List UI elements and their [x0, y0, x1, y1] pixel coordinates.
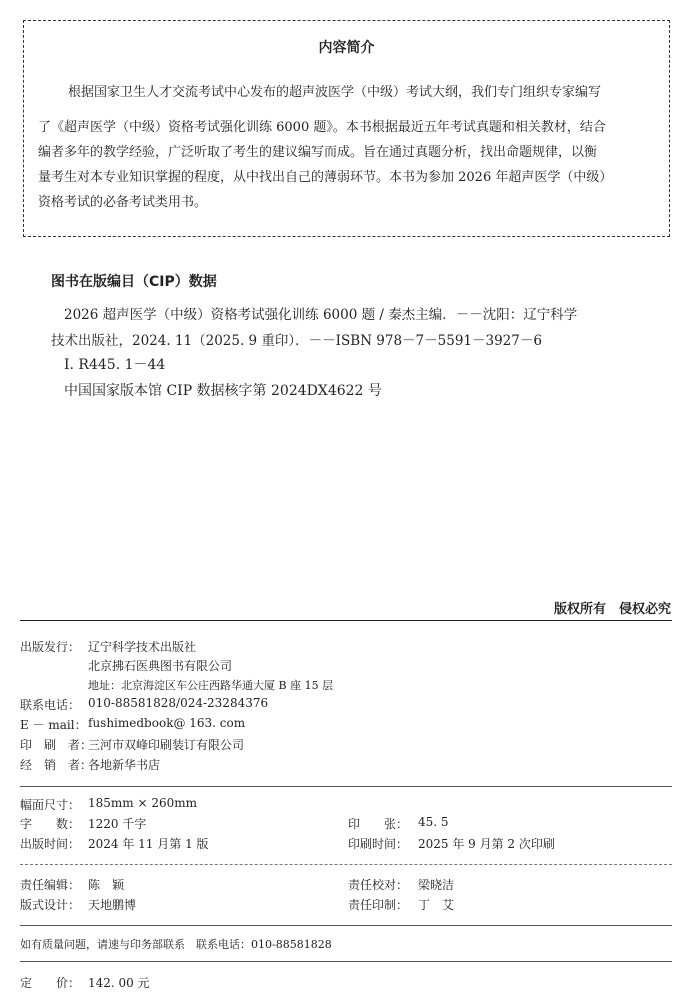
printdate-value: 2025 年 9 月第 2 次印刷: [418, 837, 555, 851]
pubdate-label: 出版时间：: [20, 837, 81, 851]
printer-value: 三河市双峰印刷装订有限公司: [88, 738, 245, 752]
divider: [20, 961, 672, 962]
copyright-notice: 版权所有 侵权必究: [553, 602, 671, 617]
pubdate-value: 2024 年 11 月第 1 版: [88, 837, 209, 851]
editor-label: 责任编辑：: [20, 878, 81, 892]
words-label: 字 数：: [20, 817, 81, 831]
print-resp-label: 责任印制：: [348, 898, 409, 912]
email-label: E － mail：: [20, 718, 87, 732]
sheets-value: 45. 5: [418, 815, 449, 829]
design-value: 天地鹏博: [88, 898, 137, 912]
format-label: 幅面尺寸：: [20, 798, 81, 812]
printer-label: 印 刷 者：: [20, 738, 93, 752]
publisher-address: 地址：北京海淀区车公庄西路华通大厦 B 座 15 层: [88, 679, 334, 692]
cip-line: 2026 超声医学（中级）资格考试强化训练 6000 题 / 秦杰主编．－－沈阳：辽宁科学: [64, 307, 578, 323]
intro-line: 资格考试的必备考试类用书。: [38, 195, 208, 210]
divider: [20, 864, 672, 865]
format-value: 185mm × 260mm: [88, 796, 198, 810]
intro-line: 量考生对本专业知识掌握的程度，从中找出自己的薄弱环节。本书为参加 2026 年超声医学（中级）: [38, 170, 613, 185]
printdate-label: 印刷时间：: [348, 837, 409, 851]
proof-value: 梁晓洁: [418, 878, 455, 892]
words-value: 1220 千字: [88, 817, 147, 831]
design-label: 版式设计：: [20, 898, 81, 912]
cip-heading: 图书在版编目（CIP）数据: [51, 274, 217, 290]
phone-value: 010-88581828/024-23284376: [88, 696, 269, 710]
distributor-value: 各地新华书店: [88, 758, 161, 772]
cip-line: Ⅰ. R445. 1－44: [64, 357, 166, 373]
cip-line: 中国国家版本馆 CIP 数据核字第 2024DX4622 号: [64, 383, 382, 399]
divider: [20, 786, 672, 787]
quality-notice: 如有质量问题，请速与印务部联系 联系电话：010-88581828: [20, 938, 332, 951]
phone-label: 联系电话：: [20, 698, 81, 712]
divider: [20, 925, 672, 926]
publisher-name: 辽宁科学技术出版社: [88, 640, 197, 654]
intro-line: 根据国家卫生人才交流考试中心发布的超声波医学（中级）考试大纲，我们专门组织专家编写: [68, 85, 602, 100]
email-value: fushimedbook@ 163. com: [88, 716, 246, 730]
publisher-label: 出版发行：: [20, 640, 81, 654]
intro-title: 内容简介: [318, 40, 375, 56]
intro-box: [23, 20, 670, 237]
co-publisher: 北京拂石医典图书有限公司: [88, 659, 233, 673]
sheets-label: 印 张：: [348, 817, 409, 831]
print-resp-value: 丁 艾: [418, 898, 455, 912]
distributor-label: 经 销 者：: [20, 758, 93, 772]
divider: [20, 620, 672, 621]
price-label: 定 价：: [20, 976, 81, 990]
intro-line: 编者多年的教学经验，广泛听取了考生的建议编写而成。旨在通过真题分析，找出命题规律，以衡: [38, 145, 598, 160]
cip-line: 技术出版社，2024. 11（2025. 9 重印）．－－ISBN 978－7－5591－3927－6: [51, 333, 542, 349]
price-value: 142. 00 元: [88, 976, 150, 990]
editor-value: 陈 颖: [88, 878, 125, 892]
intro-line: 了《超声医学（中级）资格考试强化训练 6000 题》。本书根据最近五年考试真题和相关教材，结合: [38, 120, 606, 135]
proof-label: 责任校对：: [348, 878, 409, 892]
